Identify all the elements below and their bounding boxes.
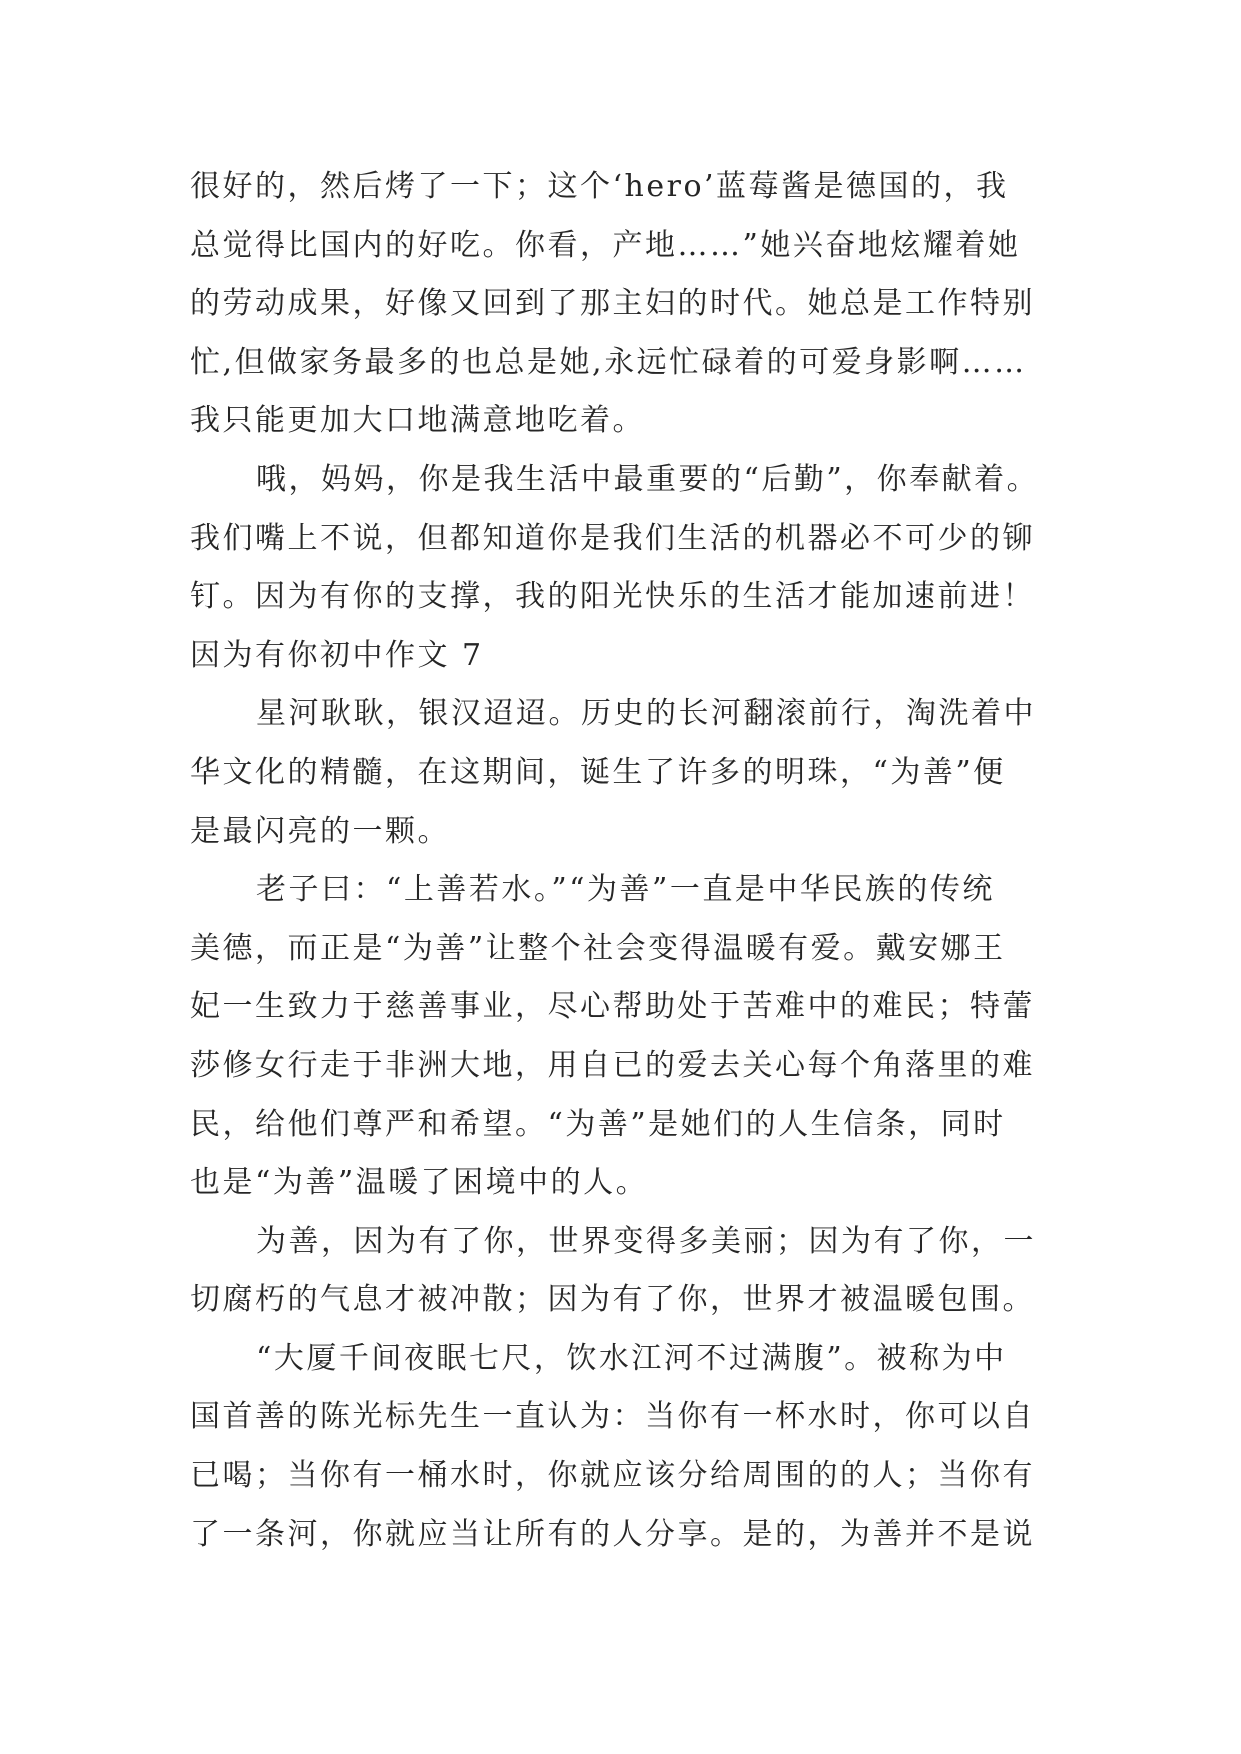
text-line: 总觉得比国内的好吃。你看，产地……”她兴奋地炫耀着她 [190, 227, 1021, 263]
text-line: 华文化的精髓，在这期间，诞生了许多的明珠，“为善”便 [190, 754, 1006, 790]
text-line: 切腐朽的气息才被冲散；因为有了你，世界才被温暖包围。 [190, 1282, 1035, 1318]
text-line: 妃一生致力于慈善事业，尽心帮助处于苦难中的难民；特蕾 [190, 989, 1035, 1025]
text-line: 星河耿耿，银汉迢迢。历史的长河翻滚前行，淘洗着中 [256, 696, 1036, 732]
text-line: 老子曰：“上善若水。”“为善”一直是中华民族的传统 [256, 872, 995, 908]
text-line: 钉。因为有你的支撑，我的阳光快乐的生活才能加速前进！ [190, 579, 1035, 615]
text-line: 忙,但做家务最多的也总是她,永远忙碌着的可爱身影啊…… [190, 344, 1027, 380]
document-body [190, 158, 1065, 1564]
text-line: 哦，妈妈，你是我生活中最重要的“后勤”，你奉献着。 [256, 461, 1040, 497]
text-line: 莎修女行走于非洲大地，用自已的爱去关心每个角落里的难 [190, 1047, 1035, 1083]
text-line: 很好的，然后烤了一下；这个‘hero’蓝莓酱是德国的，我 [190, 169, 1009, 204]
text-line: 也是“为善”温暖了困境中的人。 [190, 1165, 649, 1201]
text-line: 因为有你初中作文 7 [190, 637, 484, 673]
text-line: 已喝；当你有一桶水时，你就应该分给周围的的人；当你有 [190, 1458, 1035, 1494]
text-line: 为善，因为有了你，世界变得多美丽；因为有了你，一 [256, 1223, 1036, 1259]
text-line: 我只能更加大口地满意地吃着。 [190, 403, 645, 439]
text-line: 了一条河，你就应当让所有的人分享。是的，为善并不是说 [190, 1516, 1035, 1552]
text-line: 民，给他们尊严和希望。“为善”是她们的人生信条，同时 [190, 1106, 1006, 1142]
text-line: “大厦千间夜眠七尺，饮水江河不过满腹”。被称为中 [256, 1340, 1007, 1376]
text-line: 是最闪亮的一颗。 [190, 813, 450, 849]
text-line: 国首善的陈光标先生一直认为：当你有一杯水时，你可以自 [190, 1399, 1035, 1435]
text-line: 我们嘴上不说，但都知道你是我们生活的机器必不可少的铆 [190, 520, 1035, 556]
text-line: 美德，而正是“为善”让整个社会变得温暖有爱。戴安娜王 [190, 930, 1006, 966]
text-line: 的劳动成果，好像又回到了那主妇的时代。她总是工作特别 [190, 286, 1035, 322]
